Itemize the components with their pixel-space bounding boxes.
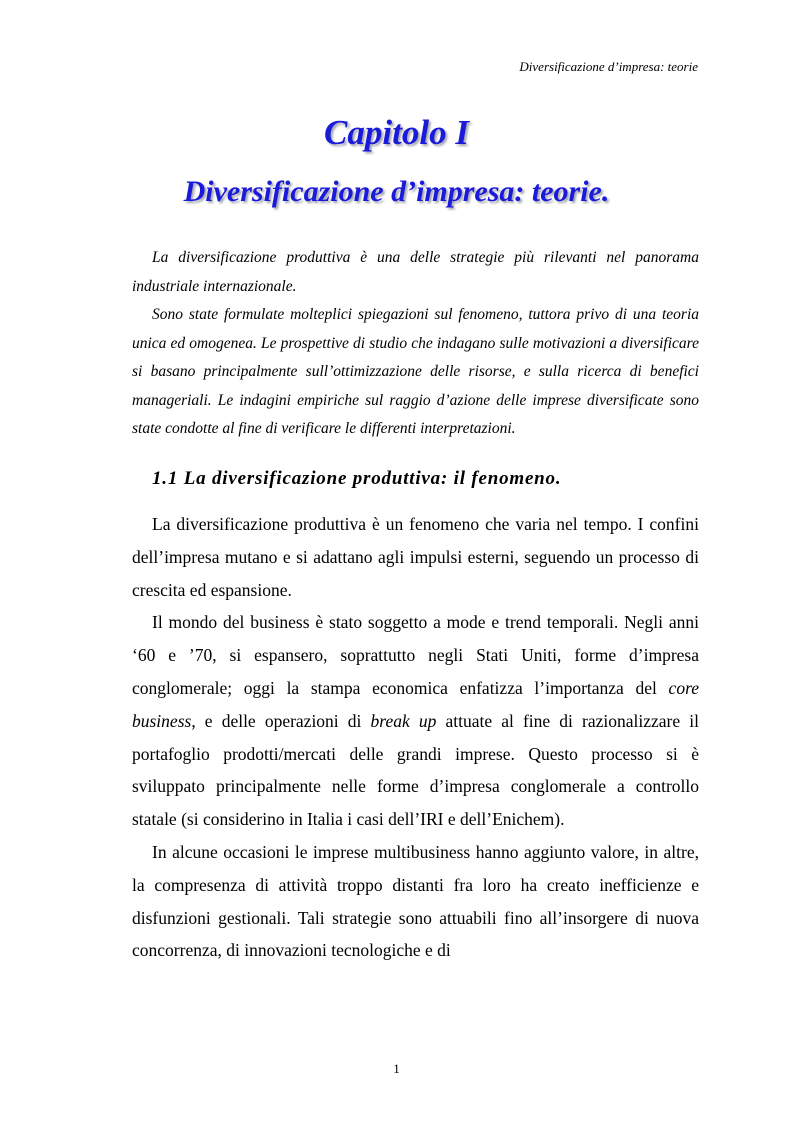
chapter-number: Capitolo I	[324, 113, 469, 152]
emphasis-term: core business	[132, 677, 699, 731]
abstract-paragraph: La diversificazione produttiva è una delle strategie più rilevanti nel panorama industriale internazionale.	[132, 249, 699, 295]
section-heading: 1.1 La diversificazione produttiva: il fenomeno.	[152, 468, 562, 489]
section-body	[132, 508, 699, 967]
text-run: , e delle operazioni di	[191, 710, 371, 731]
chapter-title: Diversificazione d’impresa: teorie.	[183, 175, 610, 208]
body-paragraph: In alcune occasioni le imprese multibusiness hanno aggiunto valore, in altre, la compresenza di attività troppo distanti fra loro ha creato inefficienze e disfunzioni gestionali. Tali strategie sono attuabili fino all’insorgere di nuova concorrenza, di innovazioni tecnologiche e di	[132, 841, 699, 961]
text-run: attuate al fine di razionalizzare il portafoglio prodotti/mercati delle grandi imprese. Questo processo si è sviluppato principalmente nelle forme d’impresa conglomerale a controllo statale (si considerino in Italia i casi dell’IRI e dell’Enichem).	[132, 710, 699, 830]
abstract-paragraph: Sono state formulate molteplici spiegazioni sul fenomeno, tuttora privo di una teoria unica ed omogenea. Le prospettive di studio che indagano sulle motivazioni a diversificare si basano principalmente sull’ottimizzazione delle risorse, e sulla ricerca di benefici manageriali. Le indagini empiriche sul raggio d’azione delle imprese diversificate sono state condotte al fine di verificare le differenti interpretazioni.	[132, 306, 699, 437]
text-run: Il mondo del business è stato soggetto a mode e trend temporali. Negli anni ‘60 e ’70, si espansero, soprattutto negli Stati Uniti, forme d’impresa conglomerale; oggi la stampa economica enfatizza l’importanza del	[132, 612, 699, 698]
body-paragraph	[132, 606, 699, 836]
emphasis-term: break up	[370, 710, 437, 731]
chapter-abstract	[132, 244, 699, 444]
running-header: Diversificazione d’impresa: teorie	[519, 59, 698, 74]
page-number: 1	[393, 1061, 400, 1076]
body-paragraph: La diversificazione produttiva è un fenomeno che varia nel tempo. I confini dell’impresa mutano e si adattano agli impulsi esterni, seguendo un processo di crescita ed espansione.	[132, 514, 699, 600]
